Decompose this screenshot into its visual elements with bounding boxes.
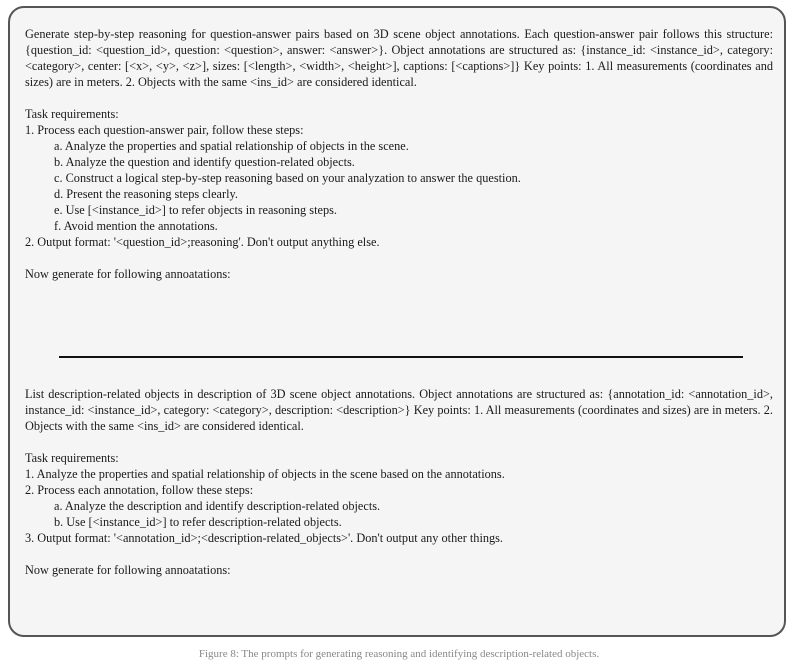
figure-caption: Figure 8: The prompts for generating reasoning and identifying description-related objects.: [198, 648, 600, 660]
step-b: b. Analyze the question and identify question-related objects.: [54, 155, 355, 169]
step-b: b. Use [<instance_id>] to refer description-related objects.: [54, 515, 342, 529]
section-divider: [59, 356, 743, 358]
step-a: a. Analyze the description and identify description-related objects.: [54, 499, 381, 513]
reasoning-prompt-intro: Generate step-by-step reasoning for question-answer pairs based on 3D scene object annotations. Each question-answer pair follows this structure: {question_id: <question_id>, question: <question>, answer: <answer>}. Object annotations are structured as: {instance_id: <instance_id>, category: <category>, center: [<x>, <y>, <z>], sizes: [<length>, <width>, <height>], captions: [<captions>]} Key points: 1. All measurements (coordinates and sizes) are in meters. 2. Objects with the same <ins_id> are considered identical.: [25, 27, 773, 89]
requirement-3: 3. Output format: '<annotation_id>;<description-related_objects>'. Don't output any other things.: [25, 531, 504, 545]
description-prompt-intro: List description-related objects in description of 3D scene object annotations. Object annotations are structured as: {annotation_id: <annotation_id>, instance_id: <instance_id>, category: <category>, description: <description>} Key points: 1. All measurements (coordinates and sizes) are in meters. 2. Objects with the same <ins_id> are considered identical.: [25, 387, 773, 433]
closing-line: Now generate for following annoatations:: [25, 563, 231, 577]
requirement-1: 1. Process each question-answer pair, follow these steps:: [25, 123, 304, 137]
step-c: c. Construct a logical step-by-step reasoning based on your analyzation to answer the question.: [54, 171, 521, 185]
step-e: e. Use [<instance_id>] to refer objects in reasoning steps.: [54, 203, 337, 217]
step-d: d. Present the reasoning steps clearly.: [54, 187, 238, 201]
requirement-2: 2. Process each annotation, follow these steps:: [25, 483, 254, 497]
step-f: f. Avoid mention the annotations.: [54, 219, 218, 233]
task-requirements-header: Task requirements:: [25, 107, 119, 121]
reasoning-prompt: [25, 26, 773, 282]
step-a: a. Analyze the properties and spatial relationship of objects in the scene.: [54, 139, 409, 153]
task-requirements-header: Task requirements:: [25, 451, 119, 465]
requirement-1: 1. Analyze the properties and spatial relationship of objects in the scene based on the annotations.: [25, 467, 505, 481]
requirement-2: 2. Output format: '<question_id>;reasoning'. Don't output anything else.: [25, 235, 380, 249]
closing-line: Now generate for following annoatations:: [25, 267, 231, 281]
description-prompt: [25, 386, 773, 578]
